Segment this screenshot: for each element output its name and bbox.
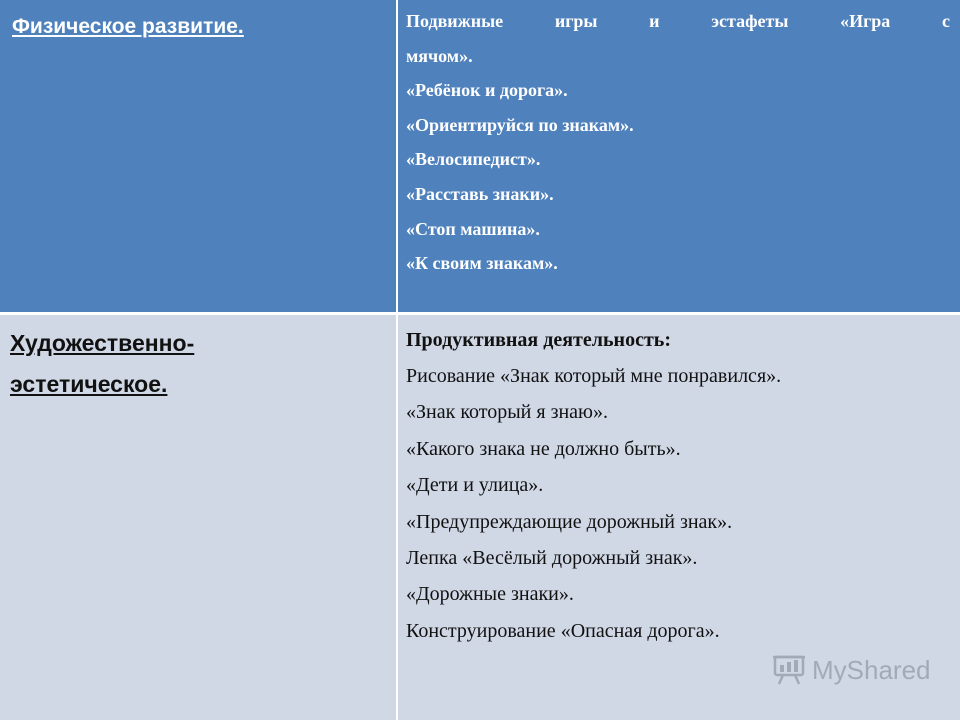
activity-line: «Расставь знаки». (406, 183, 554, 204)
category-title-line: Художественно- (10, 330, 195, 356)
presentation-board-icon (772, 654, 806, 686)
category-cell (0, 315, 398, 720)
activity-line: «Предупреждающие дорожный знак». (406, 510, 733, 533)
watermark (772, 654, 931, 686)
activity-line: мячом». (406, 45, 473, 66)
activity-line: «Велосипедист». (406, 149, 541, 170)
activity-line: «Дети и улица». (406, 474, 544, 497)
activity-line: «Какого знака не должно быть». (406, 437, 681, 460)
category-cell (0, 0, 398, 312)
activity-line: «Знак который я знаю». (406, 401, 608, 424)
activity-line: «Стоп машина». (406, 218, 540, 239)
activity-line: «К своим знакам». (406, 253, 558, 274)
activities-heading: Продуктивная деятельность: (406, 329, 672, 351)
activity-line: «Дорожные знаки». (406, 583, 574, 606)
activity-line: Рисование «Знак который мне понравился». (406, 365, 782, 387)
activity-line: «Ориентируйся по знакам». (406, 114, 634, 135)
activity-line: Подвижные игры и эстафеты «Игра с (406, 11, 950, 31)
category-title: Физическое развитие. (12, 15, 244, 38)
category-title-line: эстетическое. (10, 371, 168, 397)
watermark-text: MyShared (812, 654, 931, 685)
activity-line: Конструирование «Опасная дорога». (406, 619, 720, 642)
activity-line: Лепка «Весёлый дорожный знак». (406, 547, 698, 570)
activity-line: «Ребёнок и дорога». (406, 80, 568, 101)
activities-cell (398, 0, 960, 312)
table-row-physical-development (0, 0, 960, 312)
